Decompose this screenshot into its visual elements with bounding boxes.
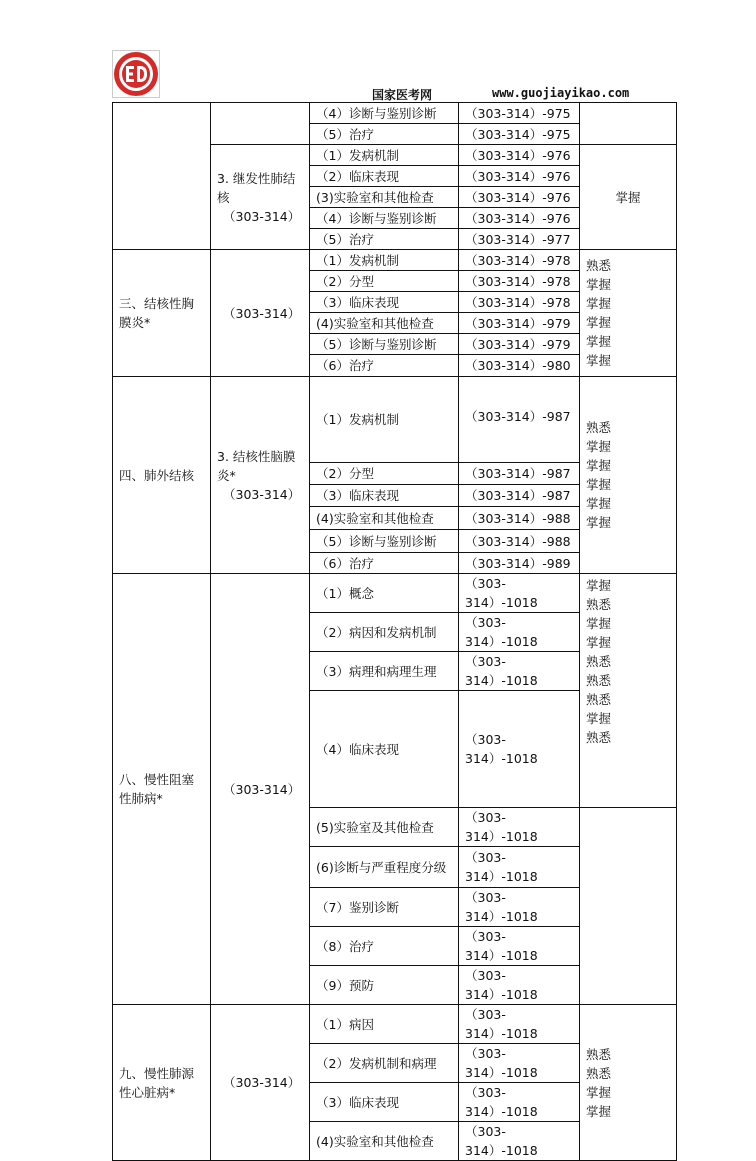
unit-title: 九、慢性肺源性心脏病*: [113, 1005, 211, 1161]
item-cell: （9）预防: [310, 966, 459, 1005]
code-cell: （303-314）-1018: [459, 888, 580, 927]
item-cell: （1）发病机制: [310, 377, 459, 463]
code-cell: （303-314）-1018: [459, 613, 580, 652]
level-cell: 熟悉 掌握 掌握 掌握 掌握 掌握: [580, 377, 677, 574]
item-cell: （3）临床表现: [310, 485, 459, 507]
code-cell: （303-314）-987: [459, 377, 580, 463]
item-cell: （2）临床表现: [310, 166, 459, 187]
item-cell: （4）诊断与鉴别诊断: [310, 103, 459, 124]
topic-code: （303-314）: [223, 486, 301, 502]
code-cell: （303-314）-987: [459, 485, 580, 507]
code-cell: （303-314）-976: [459, 145, 580, 166]
level-cell: 掌握 熟悉 掌握 掌握 熟悉 熟悉 熟悉 掌握 熟悉: [580, 574, 677, 808]
site-name: 国家医考网: [372, 88, 433, 102]
syllabus-table: [112, 102, 677, 1161]
item-cell: （5）诊断与鉴别诊断: [310, 530, 459, 553]
level-cell: 熟悉 熟悉 掌握 掌握: [580, 1005, 677, 1161]
code-cell: （303-314）-1018: [459, 927, 580, 966]
item-cell: （8）治疗: [310, 927, 459, 966]
item-cell: (4)实验室和其他检查: [310, 1122, 459, 1161]
site-logo: [112, 50, 160, 98]
code-cell: （303-314）-1018: [459, 808, 580, 847]
item-cell: （3）临床表现: [310, 1083, 459, 1122]
code-cell: （303-314）-987: [459, 463, 580, 485]
code-cell: （303-314）-988: [459, 507, 580, 530]
item-cell: (4)实验室和其他检查: [310, 507, 459, 530]
code-cell: （303-314）-975: [459, 124, 580, 145]
code-cell: （303-314）-976: [459, 166, 580, 187]
code-cell: （303-314）-1018: [459, 652, 580, 691]
item-cell: (5)实验室及其他检查: [310, 808, 459, 847]
item-cell: （1）病因: [310, 1005, 459, 1044]
item-cell: （2）分型: [310, 463, 459, 485]
topic-cell: [211, 377, 310, 574]
item-cell: (4)实验室和其他检查: [310, 313, 459, 334]
unit-title: 三、结核性胸膜炎*: [113, 250, 211, 377]
item-cell: （3）临床表现: [310, 292, 459, 313]
code-cell: （303-314）-978: [459, 292, 580, 313]
code-cell: （303-314）-979: [459, 313, 580, 334]
table-row: [113, 250, 677, 271]
item-cell: （2）分型: [310, 271, 459, 292]
item-cell: （5）诊断与鉴别诊断: [310, 334, 459, 355]
item-cell: （1）概念: [310, 574, 459, 613]
item-cell: （1）发病机制: [310, 250, 459, 271]
table-row: [113, 377, 677, 463]
unit-code: （303-314）: [211, 1005, 310, 1161]
code-cell: （303-314）-1018: [459, 574, 580, 613]
unit-title: 八、慢性阻塞性肺病*: [113, 574, 211, 1005]
level-cell-empty: [580, 103, 677, 145]
item-cell: （2）病因和发病机制: [310, 613, 459, 652]
level-cell: 掌握: [580, 145, 677, 250]
code-cell: （303-314）-1018: [459, 1005, 580, 1044]
code-cell: （303-314）-1018: [459, 847, 580, 888]
table-row: [113, 574, 677, 613]
code-cell: （303-314）-980: [459, 355, 580, 377]
code-cell: （303-314）-976: [459, 187, 580, 208]
unit-title: 四、肺外结核: [113, 377, 211, 574]
item-cell: （5）治疗: [310, 124, 459, 145]
site-url[interactable]: www.guojiayikao.com: [492, 86, 630, 100]
topic-cell-empty: [211, 103, 310, 145]
item-cell: （3）病理和病理生理: [310, 652, 459, 691]
unit-cell-empty: [113, 103, 211, 250]
item-cell: （4）临床表现: [310, 691, 459, 808]
code-cell: （303-314）-989: [459, 553, 580, 574]
code-cell: （303-314）-975: [459, 103, 580, 124]
code-cell: （303-314）-1018: [459, 966, 580, 1005]
level-cell-empty: [580, 808, 677, 1005]
code-cell: （303-314）-976: [459, 208, 580, 229]
item-cell: （2）发病机制和病理: [310, 1044, 459, 1083]
topic-title: 3. 结核性脑膜炎*: [217, 448, 296, 483]
table-row: [113, 1005, 677, 1044]
code-cell: （303-314）-1018: [459, 1083, 580, 1122]
code-cell: （303-314）-978: [459, 250, 580, 271]
code-cell: （303-314）-977: [459, 229, 580, 250]
code-cell: （303-314）-1018: [459, 1044, 580, 1083]
topic-title: 3. 继发性肺结核: [217, 170, 296, 205]
code-cell: （303-314）-1018: [459, 691, 580, 808]
item-cell: （6）治疗: [310, 355, 459, 377]
unit-code: （303-314）: [211, 574, 310, 1005]
code-cell: （303-314）-1018: [459, 1122, 580, 1161]
item-cell: （5）治疗: [310, 229, 459, 250]
item-cell: (3)实验室和其他检查: [310, 187, 459, 208]
item-cell: （1）发病机制: [310, 145, 459, 166]
topic-cell: [211, 145, 310, 250]
level-cell: 熟悉 掌握 掌握 掌握 掌握 掌握: [580, 250, 677, 377]
topic-code: （303-314）: [223, 208, 301, 224]
code-cell: （303-314）-988: [459, 530, 580, 553]
item-cell: （7）鉴别诊断: [310, 888, 459, 927]
item-cell: (6)诊断与严重程度分级: [310, 847, 459, 888]
item-cell: （6）治疗: [310, 553, 459, 574]
code-cell: （303-314）-978: [459, 271, 580, 292]
unit-code: （303-314）: [211, 250, 310, 377]
item-cell: （4）诊断与鉴别诊断: [310, 208, 459, 229]
table-row: [113, 103, 677, 124]
code-cell: （303-314）-979: [459, 334, 580, 355]
